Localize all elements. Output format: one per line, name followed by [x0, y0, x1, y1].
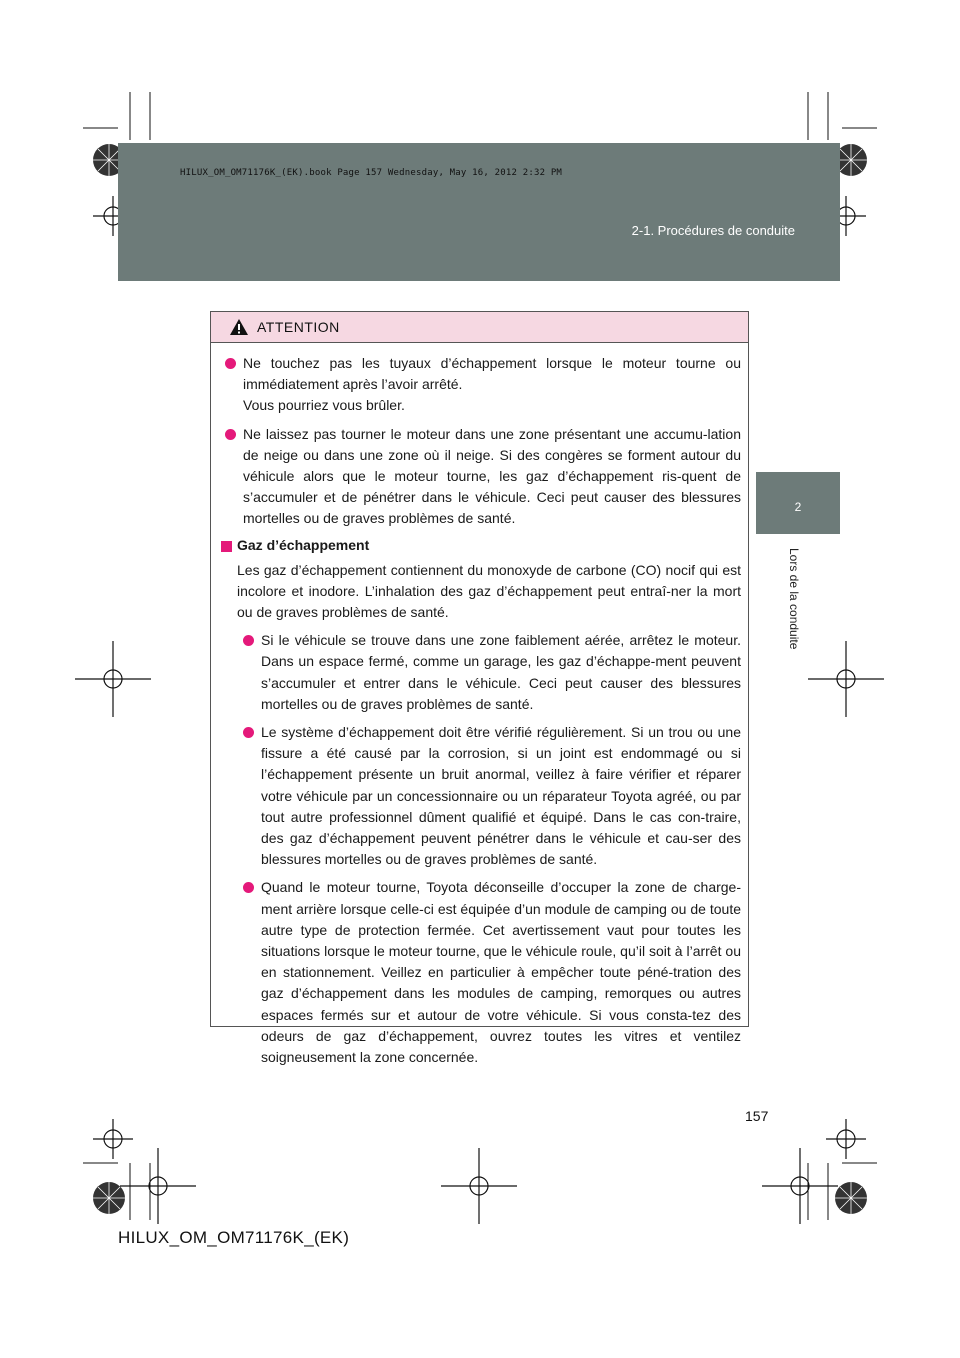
list-item: [237, 877, 741, 1068]
header-band: [118, 143, 840, 281]
warning-body: [211, 343, 748, 1068]
list-item: [219, 353, 741, 417]
page-number: 157: [745, 1108, 769, 1124]
list-item-text: Le système d’échappement doit être vérifié régulièrement. Si un trou ou une fissure a été causé par la corrosion, si un joint est endommagé ou si l’échappement présente un bruit anormal, veillez à faire vérifier et réparer votre véhicule par un concessionnaire ou un réparateur Toyota agréé, ou par tout autre professionnel dûment qualifié et équipé. Dans le cas con-traire, des gaz d’échappement peuvent pénétrer dans le véhicule et cau-ser des blessures mortelles ou de graves problèmes de santé.: [261, 724, 741, 868]
warning-header: [211, 312, 748, 343]
intro-paragraph: [219, 560, 741, 624]
subheading-text: Gaz d’échappement: [237, 536, 370, 553]
bullet-icon: [243, 882, 254, 893]
bullet-icon: [243, 727, 254, 738]
warning-triangle-icon: [229, 318, 249, 336]
bullet-icon: [225, 429, 236, 440]
book-info: HILUX_OM_OM71176K_(EK).book Page 157 Wednesday, May 16, 2012 2:32 PM: [180, 168, 563, 178]
warning-title: ATTENTION: [257, 319, 340, 335]
subheading: [219, 537, 741, 553]
list-item: [237, 722, 741, 870]
footer-code: HILUX_OM_OM71176K_(EK): [118, 1228, 350, 1247]
warning-box: [210, 311, 749, 1066]
list-item: [237, 630, 741, 715]
list-item-text: Ne laissez pas tourner le moteur dans une zone présentant une accumu-lation de neige ou dans une zone où il neige. Si des congères se forment autour du véhicule alors que le moteur tourne, les gaz d’échappement ris-quent de s’accumuler et de pénétrer dans le véhicule. Ceci peut causer des blessures mortelles ou de graves problèmes de santé.: [243, 425, 741, 527]
list-item-text: Vous pourriez vous brûler.: [243, 397, 405, 414]
list-item: [219, 424, 741, 530]
list-item-text: Si le véhicule se trouve dans une zone faiblement aérée, arrêtez le moteur. Dans un espace fermé, comme un garage, les gaz d’échappe-ment peuvent s’accumuler et entrer dans le véhicule. Ceci peut causer des blessures mortelles ou de graves problèmes de santé.: [261, 632, 741, 712]
sub-list: [219, 630, 741, 1068]
square-bullet-icon: [221, 541, 232, 552]
bullet-icon: [243, 635, 254, 646]
list-item-text: Ne touchez pas les tuyaux d’échappement lorsque le moteur tourne ou immédiatement après l’avoir arrêté.: [243, 355, 741, 393]
list-item-text: Quand le moteur tourne, Toyota déconseille d’occuper la zone de charge-ment arrière lorsque celle-ci est équipée d’un module de camping ou de toute autre type de protection fermée. Cet avertissement vaut pour toutes les situations lorsque le moteur tourne, que le véhicule roule, qu’il soit à l’arrêt ou en stationnement. Veillez en particulier à empêcher toute péné-tration des gaz d’échappement dans les modules de camping, remorques ou autres espaces fermés sur et autour de votre véhicule. Si vous consta-tez des odeurs de gaz d’échappement, ouvrez toutes les vitres et ventilez soigneusement la zone concernée.: [261, 879, 741, 1066]
intro-text: Les gaz d’échappement contiennent du monoxyde de carbone (CO) nocif qui est incolore et inodore. L’inhalation des gaz d’échappement peut entraî-ner la mort ou de graves problèmes de santé.: [237, 561, 741, 621]
bullet-icon: [225, 358, 236, 369]
chapter-number: 2: [794, 500, 802, 514]
section-title: 2-1. Procédures de conduite: [631, 223, 795, 238]
chapter-label: Lors de la conduite: [787, 548, 801, 650]
chapter-tab: [756, 472, 840, 534]
